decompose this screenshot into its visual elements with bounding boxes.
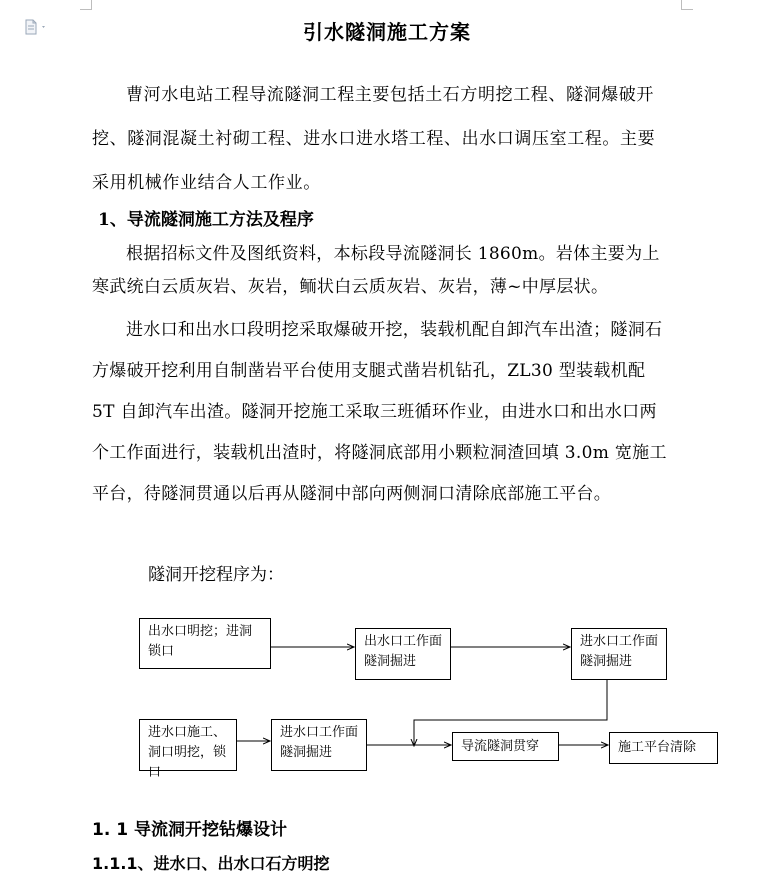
flow-box-platform-removal: 施工平台清除 [609,732,718,764]
method-paragraph: 进水口和出水口段明挖采取爆破开挖，装载机配自卸汽车出渣；隧洞石方爆破开挖利用自制凿岩平台使用支腿式凿岩机钻孔，ZL30 型装载机配 5T 自卸汽车出渣。隧洞开挖施工采取三班循环作业，由进水口和出水口两个工作面进行，装载机出渣时，将隧洞底部用小颗粒洞渣回填 3.0m 宽施工平台，待隧洞贯通以后再从隧洞中部向两侧洞口清除底部施工平台。 [92,320,667,504]
flow-box-outlet-excavation: 出水口明挖；进洞锁口 [139,618,271,669]
section-heading-1: 1、导流隧洞施工方法及程序 [98,210,314,230]
section-heading-1-1: 1. 1 导流洞开挖钻爆设计 [92,820,287,840]
flow-box-inlet-tunneling: 进水口工作面隧洞掘进 [271,719,367,771]
section-heading-1-1-1: 1.1.1、进水口、出水口石方明挖 [92,854,330,873]
geology-paragraph: 根据招标文件及图纸资料，本标段导流隧洞长 1860m。岩体主要为上寒武统白云质灰岩、灰岩，鲕状白云质灰岩、灰岩，薄~中厚层状。 [92,244,660,297]
intro-paragraph: 曹河水电站工程导流隧洞工程主要包括土石方明挖工程、隧洞爆破开挖、隧洞混凝土衬砌工程、进水口进水塔工程、出水口调压室工程。主要采用机械作业结合人工作业。 [92,85,656,193]
flow-box-breakthrough: 导流隧洞贯穿 [452,732,559,761]
document-title: 引水隧洞施工方案 [303,20,471,44]
flow-box-inlet-tunneling-top: 进水口工作面隧洞掘进 [571,628,667,680]
flow-box-outlet-tunneling: 出水口工作面隧洞掘进 [355,628,451,680]
flow-box-inlet-construction: 进水口施工、洞口明挖，锁口 [139,719,237,771]
flow-intro: 隧洞开挖程序为： [148,565,284,585]
